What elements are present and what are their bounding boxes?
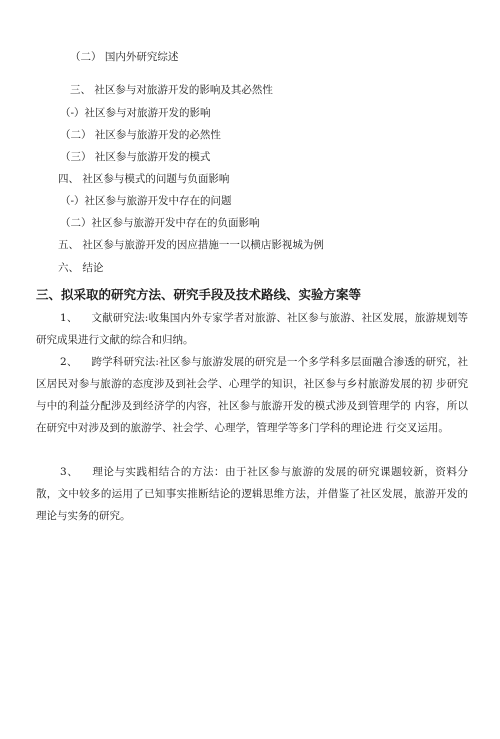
paragraph-number: 1、	[60, 312, 78, 324]
paragraph-text: 理论与实践相结合的方法：由于社区参与旅游的发展的研究课题较新，资料分散，文中较多的运用了已知事实推断结论的逻辑思维方法，并借鉴了社区发展，旅游开发的 理论与实务的研究。	[36, 466, 469, 522]
outline-item: （二） 社区参与旅游开发的必然性	[60, 129, 221, 141]
outline-item: 三、 社区参与对旅游开发的影响及其必然性	[70, 84, 273, 96]
method-paragraph	[36, 461, 468, 527]
section-heading: 三、拟采取的研究方法、研究手段及技术路线、实验方案等	[36, 287, 362, 302]
outline-item: （-）社区参与对旅游开发的影响	[60, 107, 211, 119]
outline-item: 五、 社区参与旅游开发的因应措施一一以横店影视城为例	[58, 239, 324, 251]
method-paragraph	[36, 307, 468, 351]
outline-item: 四、 社区参与模式的问题与负面影响	[58, 173, 230, 185]
outline-item: （二） 国内外研究综述	[70, 51, 179, 63]
paragraph-text: 文献研究法:收集国内外专家学者对旅游、社区参与旅游、社区发展，旅游规划等研究成果进行文献的综合和归纳。	[36, 312, 468, 346]
method-paragraph	[36, 351, 468, 439]
paragraph-number: 3、	[60, 466, 79, 478]
outline-item: 六、 结论	[58, 262, 104, 274]
paragraph-number: 2、	[60, 356, 78, 368]
outline-item: （-）社区参与旅游开发中存在的问题	[60, 195, 232, 207]
outline-item: （二）社区参与旅游开发中存在的负面影响	[60, 217, 260, 229]
outline-item: （三） 社区参与旅游开发的模式	[60, 151, 211, 163]
paragraph-text: 跨学科研究法:社区参与旅游发展的研究是一个多学科多层面融合渗透的研究，社区居民对参与旅游的态度涉及到社会学、心理学的知识，社区参与乡村旅游发展的初 步研究与中的利益分配涉及到经济学的内容，社区参与旅游开发的模式涉及到管理学的 内容，所以在研究中对涉及到的旅游学、社会学、心理学，管理学等多门学科的理论进 行交叉运用。	[36, 356, 468, 434]
